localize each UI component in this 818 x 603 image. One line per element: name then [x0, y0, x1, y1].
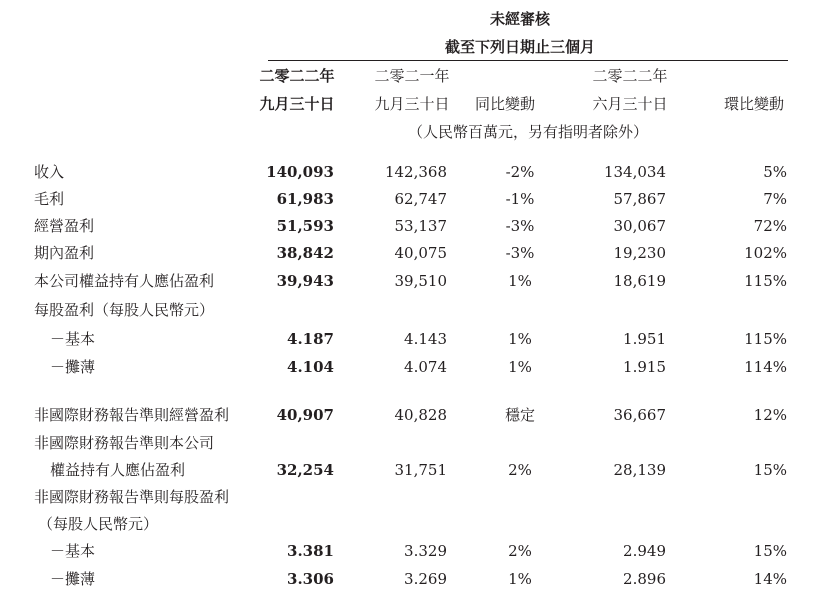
value-q3-2022: 3.381 [287, 542, 334, 560]
value-q3-2021: 4.074 [404, 358, 447, 376]
value-q3-2021: 4.143 [404, 330, 447, 348]
table-row [0, 327, 818, 351]
value-q3-2021: 62,747 [394, 190, 447, 208]
table-row [0, 431, 818, 455]
value-q3-2021: 142,368 [384, 163, 447, 181]
row-label: 每股盈利（每股人民幣元） [34, 301, 215, 319]
value-q2-2022: 2.896 [623, 570, 666, 588]
table-row [0, 539, 818, 563]
col5-label: 環比變動 [723, 95, 785, 113]
value-yoy: -3% [505, 244, 535, 262]
value-q3-2022: 4.187 [287, 330, 334, 348]
header-rule [268, 60, 788, 61]
value-yoy: 2% [508, 461, 532, 479]
value-yoy: 1% [508, 330, 532, 348]
value-q3-2021: 53,137 [394, 217, 447, 235]
row-label: 本公司權益持有人應佔盈利 [34, 272, 215, 290]
value-q3-2022: 61,983 [276, 190, 334, 208]
col2-date: 九月三十日 [374, 95, 450, 113]
value-qoq: 15% [753, 542, 787, 560]
value-q3-2021: 39,510 [394, 272, 447, 290]
value-qoq: 102% [744, 244, 787, 262]
table-row [0, 403, 818, 427]
value-q3-2022: 40,907 [276, 406, 334, 424]
unit-note: （人民幣百萬元，另有指明者除外） [407, 123, 649, 141]
row-label: 經營盈利 [34, 217, 95, 235]
row-label: －攤薄 [50, 358, 96, 376]
table-row [0, 485, 818, 509]
value-q3-2021: 3.329 [404, 542, 447, 560]
col1-year: 二零二二年 [259, 67, 335, 85]
value-yoy: -3% [505, 217, 535, 235]
row-label: 毛利 [34, 190, 65, 208]
table-row [0, 187, 818, 211]
value-qoq: 115% [744, 330, 787, 348]
value-q2-2022: 57,867 [613, 190, 666, 208]
row-label: 非國際財務報告準則本公司 [34, 434, 215, 452]
value-qoq: 5% [763, 163, 787, 181]
table-row [0, 355, 818, 379]
col4-date: 六月三十日 [592, 95, 668, 113]
value-q2-2022: 1.915 [623, 358, 666, 376]
value-q3-2022: 39,943 [276, 272, 334, 290]
value-qoq: 7% [763, 190, 787, 208]
value-q3-2022: 38,842 [276, 244, 334, 262]
value-q3-2022: 32,254 [276, 461, 334, 479]
col3-label: 同比變動 [474, 95, 536, 113]
value-q3-2022: 3.306 [287, 570, 334, 588]
table-row [0, 241, 818, 265]
value-yoy: 1% [508, 272, 532, 290]
period-label: 截至下列日期止三個月 [444, 38, 596, 56]
row-label: 非國際財務報告準則經營盈利 [34, 406, 230, 424]
col1-date: 九月三十日 [259, 95, 335, 113]
value-qoq: 12% [753, 406, 787, 424]
value-q2-2022: 19,230 [613, 244, 666, 262]
value-q3-2022: 51,593 [276, 217, 334, 235]
value-q2-2022: 1.951 [623, 330, 666, 348]
table-row [0, 214, 818, 238]
value-yoy: 1% [508, 358, 532, 376]
row-label: 權益持有人應佔盈利 [50, 461, 186, 479]
row-label: 期內盈利 [34, 244, 95, 262]
table-row [0, 160, 818, 184]
value-q2-2022: 18,619 [613, 272, 666, 290]
value-q3-2021: 31,751 [394, 461, 447, 479]
value-q2-2022: 134,034 [603, 163, 666, 181]
table-row [0, 512, 818, 536]
value-qoq: 114% [744, 358, 787, 376]
value-qoq: 14% [753, 570, 787, 588]
value-yoy: 穩定 [504, 406, 536, 424]
value-q3-2022: 4.104 [287, 358, 334, 376]
value-q3-2021: 3.269 [404, 570, 447, 588]
row-label: 收入 [34, 163, 65, 181]
table-row [0, 298, 818, 322]
value-q2-2022: 30,067 [613, 217, 666, 235]
table-row [0, 269, 818, 293]
value-qoq: 15% [753, 461, 787, 479]
table-row [0, 567, 818, 591]
value-q3-2022: 140,093 [266, 163, 334, 181]
value-yoy: 1% [508, 570, 532, 588]
value-qoq: 115% [744, 272, 787, 290]
col4-year: 二零二二年 [592, 67, 668, 85]
value-yoy: -1% [505, 190, 535, 208]
value-q2-2022: 36,667 [613, 406, 666, 424]
row-label: －基本 [50, 542, 96, 560]
col2-year: 二零二一年 [374, 67, 450, 85]
value-q3-2021: 40,828 [394, 406, 447, 424]
value-yoy: -2% [505, 163, 535, 181]
value-qoq: 72% [753, 217, 787, 235]
value-q2-2022: 2.949 [623, 542, 666, 560]
unaudited-label: 未經審核 [489, 10, 551, 28]
row-label: 非國際財務報告準則每股盈利 [34, 488, 230, 506]
table-row [0, 458, 818, 482]
value-q2-2022: 28,139 [613, 461, 666, 479]
row-label: －基本 [50, 330, 96, 348]
value-yoy: 2% [508, 542, 532, 560]
row-label: －攤薄 [50, 570, 96, 588]
value-q3-2021: 40,075 [394, 244, 447, 262]
row-label: （每股人民幣元） [38, 515, 159, 533]
